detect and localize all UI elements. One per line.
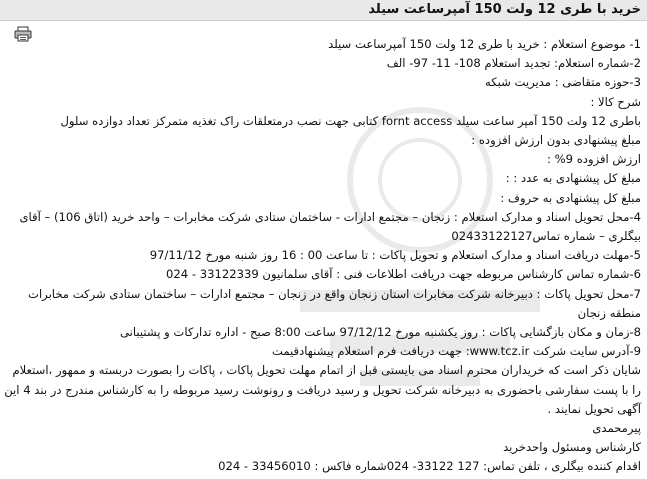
subject-line: 1- موضوع استعلام : خرید با طری 12 ولت 150 آمپرساعت سیلد (328, 37, 641, 51)
opening-time-line: 8-زمان و مکان بازگشایی پاکات : روز یکشنبه مورخ 97/12/12 ساعت 8:00 صبح - اداره تدارکات و پشتیبانی (119, 325, 641, 340)
department-line: 3-حوزه متقاضی : مدیریت شبکه (484, 75, 641, 90)
package-delivery-line: 7-محل تحویل پاکات : دبیرخانه شرکت مخابرات استان زنجان واقع در زنجان – مجتمع ادارات – ساختمان ستادی شرکت مخابرات منطقه زنجان (28, 286, 641, 320)
document-delivery-line: 4-محل تحویل اسناد و مدارک استعلام : زنجان – مجتمع ادارات - ساختمان ستادی شرکت مخابرات – واحد خرید (اتاق 106) – آقای بیگلری – شماره تماس02433122127 (19, 209, 641, 244)
vat-line: ارزش افزوده 9% : (547, 152, 641, 167)
signatory-name: پیرمحمدی (592, 421, 641, 436)
price-without-vat-line: مبلغ پیشنهادی بدون ارزش افزوده : (471, 133, 641, 148)
announcement-body (4, 35, 641, 477)
total-price-words-line: مبلغ کل پیشنهادی به حروف : (500, 190, 641, 205)
contact-line: اقدام کننده بیگلری ، تلفن تماس: 127 33122- 024شماره فاکس : 33456010 - 024 (218, 459, 641, 474)
item-description-heading: شرح کالا : (590, 94, 641, 109)
deadline-line: 5-مهلت دریافت اسناد و مدارک استعلام و تحویل پاکات : تا ساعت 00 : 16 روز شنبه مورخ 97/11/12 (149, 248, 641, 263)
notice-paragraph: شایان ذکر است که خریداران محترم اسناد می بایستی قبل از اتمام مهلت تحویل پاکات ، پاکات را بصورت دربسته و ممهور ،استعلام را با پست سفارشی باحضوری به دبیرخانه شرکت تحویل و رسید دریافت و رونوشت رسید مربوطه را به کارشناس مندرج در بند 4 این آگهی تحویل نمایند . (4, 363, 641, 416)
page-title: خرید با طری 12 ولت 150 آمپرساعت سیلد (368, 2, 641, 17)
total-price-numeric-line: مبلغ کل پیشنهادی به عدد : : (505, 171, 641, 186)
signatory-title: کارشناس ومسئول واحدخرید (503, 440, 641, 455)
item-description: باطری 12 ولت 150 آمپر ساعت سیلد fornt access کتابی جهت نصب درمتعلقات راک تغذیه متمرکز تعداد دوازده سلول (60, 113, 641, 128)
website-line: 9-آدرس سایت شرکت www.tcz.ir: جهت دریافت فرم استعلام پیشنهادقیمت (271, 344, 641, 359)
inquiry-number-line: 2-شماره استعلام: تجدید استعلام 108- 11- 97- الف (386, 56, 641, 71)
header-bar (0, 0, 647, 21)
technical-contact-line: 6-شماره تماس کارشناس مربوطه جهت دریافت اطلاعات فنی : آقای سلمانیون 33122339 - 024 (166, 267, 641, 282)
